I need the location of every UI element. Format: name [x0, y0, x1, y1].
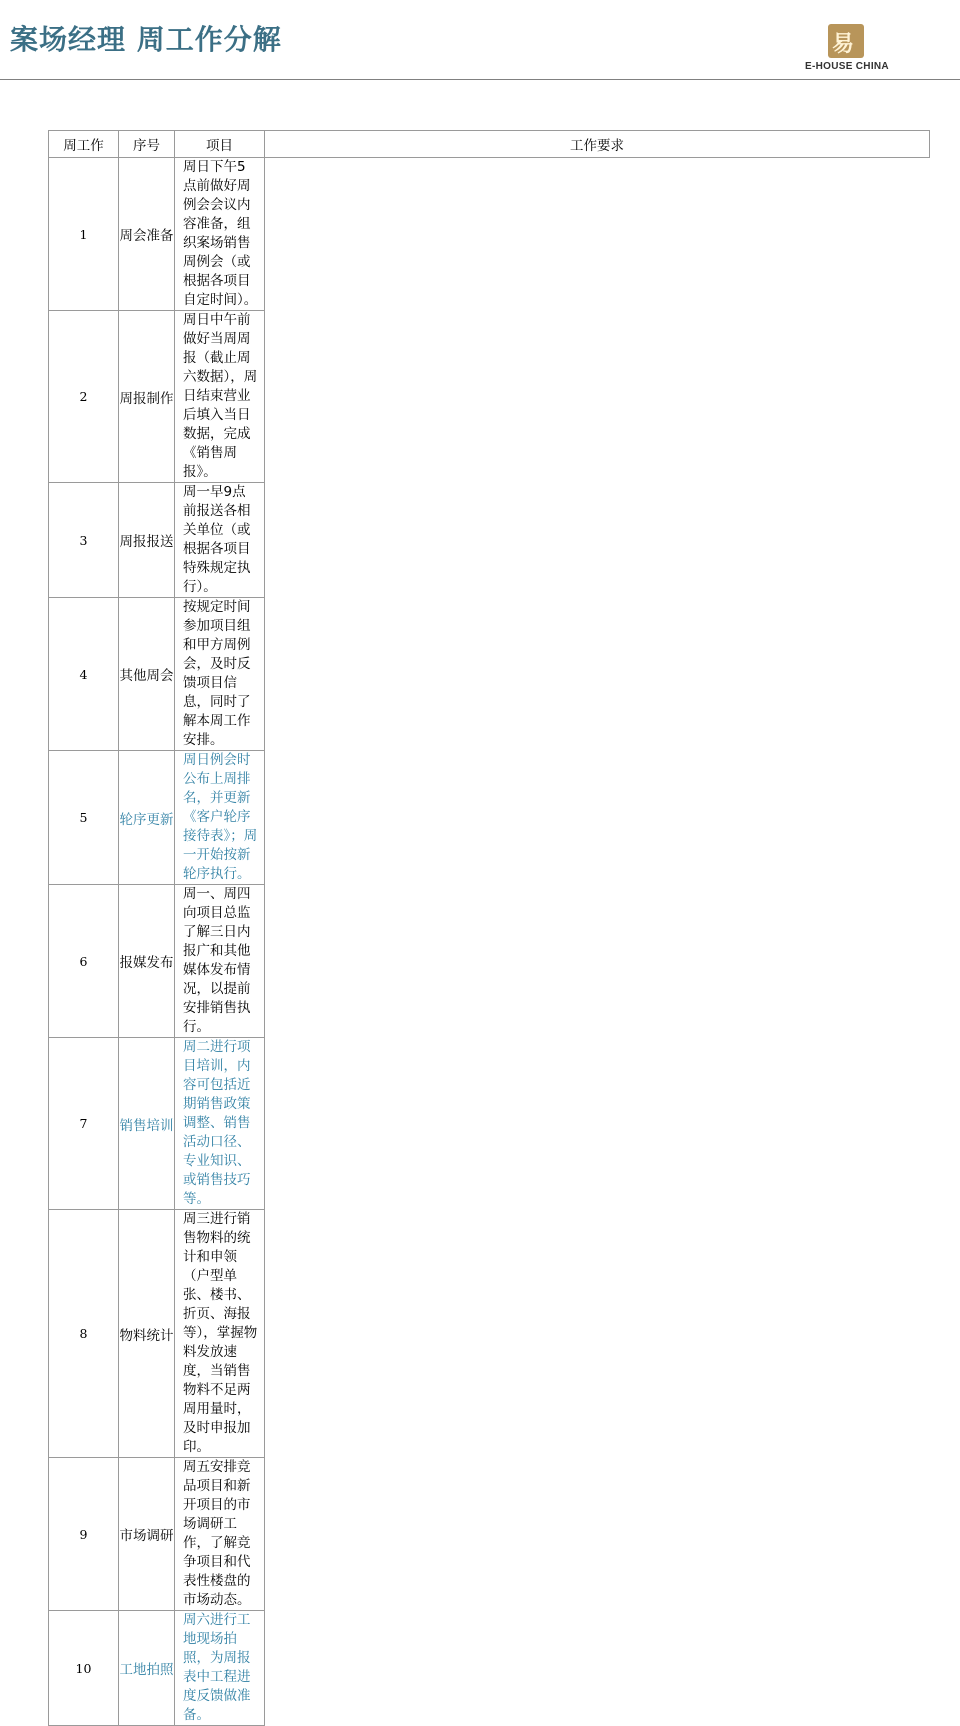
row-item: 周会准备 [119, 158, 175, 311]
column-header-no: 序号 [119, 131, 175, 158]
table-row [49, 885, 930, 1038]
row-item: 轮序更新 [119, 751, 175, 885]
table-row [49, 1611, 930, 1726]
company-logo [792, 24, 902, 76]
table-row [49, 158, 930, 311]
row-item: 销售培训 [119, 1038, 175, 1210]
table-row [49, 751, 930, 885]
column-header-requirement: 工作要求 [265, 131, 930, 158]
table-row [49, 598, 930, 751]
table-row [49, 1210, 930, 1458]
row-requirement: 周一早9点前报送各相关单位（或根据各项目特殊规定执行）。 [175, 483, 265, 598]
row-requirement: 周日例会时公布上周排名，并更新《客户轮序接待表》；周一开始按新轮序执行。 [175, 751, 265, 885]
weekly-work-table [48, 130, 930, 1726]
row-requirement: 按规定时间参加项目组和甲方周例会，及时反馈项目信息，同时了解本周工作安排。 [175, 598, 265, 751]
row-item: 物料统计 [119, 1210, 175, 1458]
row-requirement: 周五安排竞品项目和新开项目的市场调研工作，了解竞争项目和代表性楼盘的市场动态。 [175, 1458, 265, 1611]
row-number: 4 [49, 598, 119, 751]
logo-glyph: 易 [832, 31, 855, 57]
row-number: 10 [49, 1611, 119, 1726]
row-requirement: 周二进行项目培训，内容可包括近期销售政策调整、销售活动口径、专业知识、或销售技巧等。 [175, 1038, 265, 1210]
row-item: 周报制作 [119, 311, 175, 483]
row-number: 5 [49, 751, 119, 885]
logo-text: E-HOUSE CHINA [805, 61, 889, 72]
row-requirement: 周一、周四向项目总监了解三日内报广和其他媒体发布情况，以提前安排销售执行。 [175, 885, 265, 1038]
table-row [49, 311, 930, 483]
row-requirement: 周三进行销售物料的统计和申领（户型单张、楼书、折页、海报等），掌握物料发放速度，当销售物料不足两周用量时，及时申报加印。 [175, 1210, 265, 1458]
row-item: 市场调研 [119, 1458, 175, 1611]
row-requirement: 周日下午5点前做好周例会会议内容准备，组织案场销售周例会（或根据各项目自定时间）。 [175, 158, 265, 311]
table-body [49, 158, 930, 1726]
row-item: 其他周会 [119, 598, 175, 751]
row-item: 工地拍照 [119, 1611, 175, 1726]
row-number: 1 [49, 158, 119, 311]
table-row [49, 483, 930, 598]
category-cell: 周工作 [49, 131, 119, 158]
row-item: 报媒发布 [119, 885, 175, 1038]
logo-emblem-icon [828, 24, 864, 58]
row-number: 6 [49, 885, 119, 1038]
table-header-row [49, 131, 930, 158]
row-number: 7 [49, 1038, 119, 1210]
row-requirement: 周日中午前做好当周周报（截止周六数据），周日结束营业后填入当日数据，完成《销售周报》。 [175, 311, 265, 483]
row-requirement: 周六进行工地现场拍照，为周报表中工程进度反馈做准备。 [175, 1611, 265, 1726]
row-number: 8 [49, 1210, 119, 1458]
row-number: 2 [49, 311, 119, 483]
table-row [49, 1458, 930, 1611]
header-divider [0, 79, 960, 80]
table-row [49, 1038, 930, 1210]
row-number: 9 [49, 1458, 119, 1611]
row-item: 周报报送 [119, 483, 175, 598]
page-title: 案场经理 周工作分解 [10, 23, 282, 56]
column-header-item: 项目 [175, 131, 265, 158]
row-number: 3 [49, 483, 119, 598]
